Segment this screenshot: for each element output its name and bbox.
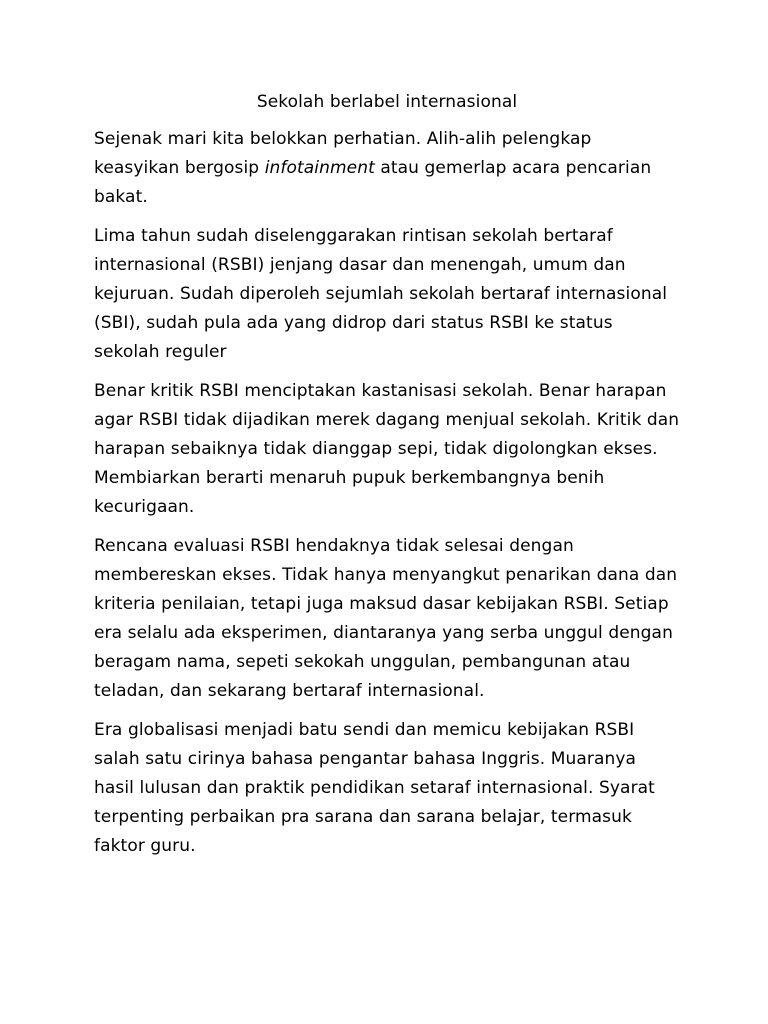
paragraph-1 — [94, 125, 680, 212]
paragraph-1-italic-term: infotainment — [264, 158, 375, 178]
paragraph-3: Benar kritik RSBI menciptakan kastanisasi sekolah. Benar harapan agar RSBI tidak dijadikan merek dagang menjual sekolah. Kritik dan harapan sebaiknya tidak dianggap sepi, tidak digolongkan ekses. Membiarkan berarti menaruh pupuk berkembangnya benih kecurigaan. — [94, 381, 680, 517]
paragraph-1-text-end: atau gemerlap acara pencarian bakat. — [94, 158, 652, 207]
paragraph-2: Lima tahun sudah diselenggarakan rintisan sekolah bertaraf internasional (RSBI) jenjang dasar dan menengah, umum dan kejuruan. Sudah diperoleh sejumlah sekolah bertaraf internasional (SBI), sudah pula ada yang didrop dari status RSBI ke status sekolah reguler — [94, 226, 668, 362]
paragraph-1-text-start: Sejenak mari kita belokkan perhatian. Alih-alih pelengkap keasyikan bergosip — [94, 129, 592, 178]
document-title: Sekolah berlabel internasional — [256, 92, 518, 112]
paragraph-5: Era globalisasi menjadi batu sendi dan memicu kebijakan RSBI salah satu cirinya bahasa pengantar bahasa Inggris. Muaranya hasil lulusan dan praktik pendidikan setaraf internasional. Syarat terpenting perbaikan pra sarana dan sarana belajar, termasuk faktor guru. — [94, 720, 655, 856]
paragraph-4: Rencana evaluasi RSBI hendaknya tidak selesai dengan membereskan ekses. Tidak hanya menyangkut penarikan dana dan kriteria penilaian, tetapi juga maksud dasar kebijakan RSBI. Setiap era selalu ada eksperimen, diantaranya yang serba unggul dengan beragam nama, sepeti sekokah unggulan, pembangunan atau teladan, dan sekarang bertaraf internasional. — [94, 536, 678, 701]
